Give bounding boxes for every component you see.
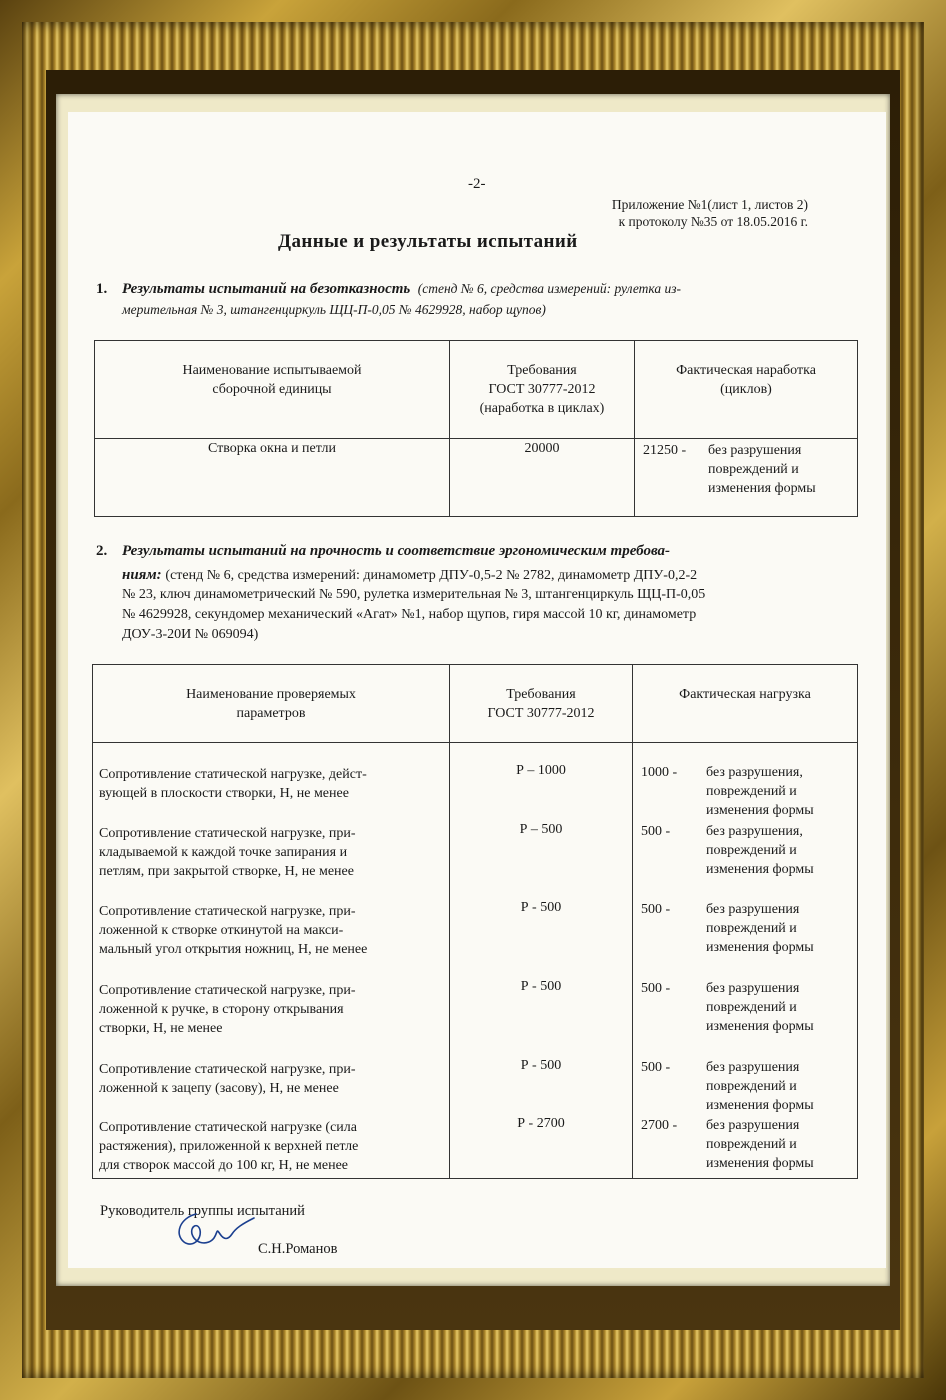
desc-line: без разрушения, [706, 765, 803, 780]
param-line: створки, Н, не менее [99, 1021, 223, 1036]
requirement-value: Р - 2700 [517, 1116, 565, 1131]
header-actual-load [633, 665, 858, 743]
actual-value: 21250 - [643, 443, 687, 458]
param-line: ложенной к ручке, в сторону открывания [99, 1002, 344, 1017]
desc-line: изменения формы [706, 1019, 814, 1034]
annex-line-1: Приложение №1(лист 1, листов 2) [611, 197, 808, 212]
param-line: Сопротивление статической нагрузке, при- [99, 983, 356, 998]
page-number: -2- [468, 176, 486, 192]
param-line: растяжения), приложенной к верхней петле [99, 1139, 359, 1154]
actual-value: 1000 - [641, 765, 678, 780]
actual-description [706, 979, 846, 1036]
desc-line: повреждений и [706, 1000, 797, 1015]
header-line: Требования [507, 363, 577, 378]
section-2-title-line2: ниям: [122, 567, 162, 583]
desc-line: повреждений и [706, 784, 797, 799]
table-row-6-param [93, 1116, 449, 1175]
table-header-row [93, 665, 858, 743]
strength-table [92, 664, 858, 1179]
requirement-value: Р - 500 [520, 979, 562, 994]
section-1-line2: мерительная № 3, штангенциркуль ЩЦ-П-0,05 № 4629928, набор щупов) [122, 302, 546, 317]
desc-line: повреждений и [708, 462, 799, 477]
desc-line: изменения формы [706, 1098, 814, 1113]
header-line: Наименование испытываемой [182, 363, 362, 378]
header-line: Требования [506, 687, 576, 702]
table-row-3-param [93, 900, 449, 959]
actual-description [708, 441, 848, 498]
param-line: Сопротивление статической нагрузке, при- [99, 826, 356, 841]
requirement-text: 20000 [524, 441, 560, 456]
header-line: сборочной единицы [212, 382, 332, 397]
desc-line: изменения формы [706, 1156, 814, 1171]
desc-line: без разрушения [706, 1060, 800, 1075]
actual-value: 500 - [641, 1060, 671, 1075]
desc-line: без разрушения [706, 1118, 800, 1133]
header-unit-name [95, 341, 450, 439]
signatory-role: Руководитель группы испытаний [100, 1203, 305, 1219]
document-page [68, 112, 886, 1268]
desc-line: повреждений и [706, 843, 797, 858]
actual-description [706, 900, 846, 957]
table-row-6-actual [633, 1116, 853, 1176]
document-title: Данные и результаты испытаний [278, 231, 578, 252]
desc-line: без разрушения [706, 902, 800, 917]
desc-line: без разрушения, [706, 824, 803, 839]
desc-line: повреждений и [706, 1137, 797, 1152]
table-row-2-param [93, 822, 449, 881]
section-1-line1: (стенд № 6, средства измерений: рулетка из- [417, 281, 682, 296]
section-1-title: Результаты испытаний на безотказность [122, 281, 411, 297]
table-row-4-actual [633, 979, 853, 1039]
header-line: параметров [236, 706, 306, 721]
actual-value: 500 - [641, 824, 671, 839]
parameters-column [93, 743, 450, 1179]
table-row [95, 439, 858, 517]
param-line: ложенной к зацепу (засову), Н, не менее [99, 1081, 339, 1096]
param-line: для створок массой до 100 кг, Н, не менее [99, 1158, 348, 1173]
requirement-value: Р - 500 [520, 900, 562, 915]
section-1-heading [96, 280, 681, 299]
section-2-title-line1: Результаты испытаний на прочность и соответствие эргономическим требова- [122, 543, 671, 559]
section-2-line5: ДОУ-3-20И № 069094) [122, 627, 259, 642]
param-line: кладываемой к каждой точке запирания и [99, 845, 348, 860]
desc-line: изменения формы [708, 481, 816, 496]
actual-description [706, 1058, 846, 1115]
header-line: ГОСТ 30777-2012 [487, 706, 595, 721]
header-requirements [450, 665, 633, 743]
actual-value: 500 - [641, 981, 671, 996]
actual-value: 2700 - [641, 1118, 678, 1133]
section-2-line4: № 4629928, секундомер механический «Агат» №1, набор щупов, гиря массой 10 кг, динамометр [122, 607, 697, 622]
table-body [93, 743, 858, 1179]
desc-line: изменения формы [706, 862, 814, 877]
header-line: Фактическая наработка [676, 363, 816, 378]
param-line: петлям, при закрытой створке, Н, не менее [99, 864, 354, 879]
requirement-value: Р - 500 [520, 1058, 562, 1073]
table-header-row [95, 341, 858, 439]
header-line: ГОСТ 30777-2012 [488, 382, 596, 397]
table-row-1-actual [633, 763, 853, 823]
param-line: ложенной к створке откинутой на макси- [99, 923, 344, 938]
desc-line: изменения формы [706, 803, 814, 818]
section-1-number: 1. [96, 281, 108, 297]
header-parameters [93, 665, 450, 743]
annex-reference [612, 196, 808, 230]
requirement-value: Р – 500 [519, 822, 563, 837]
section-2-line2 [122, 566, 697, 585]
desc-line: без разрушения [708, 443, 802, 458]
actual-description [706, 763, 846, 820]
annex-line-2: к протоколу №35 от 18.05.2016 г. [618, 214, 808, 229]
param-line: Сопротивление статической нагрузке, при- [99, 904, 356, 919]
requirements-column [450, 743, 633, 1179]
param-line: мальный угол открытия ножниц, Н, не менее [99, 942, 368, 957]
param-line: Сопротивление статической нагрузке, дейст- [99, 767, 367, 782]
section-2-line2-rest: (стенд № 6, средства измерений: динамометр ДПУ-0,5-2 № 2782, динамометр ДПУ-0,2-2 [165, 568, 698, 583]
table-row-4-param [93, 979, 449, 1038]
durability-table [94, 340, 858, 517]
desc-line: без разрушения [706, 981, 800, 996]
desc-line: изменения формы [706, 940, 814, 955]
table-row-2-actual [633, 822, 853, 882]
header-line: (наработка в циклах) [479, 401, 605, 416]
table-row-1-param [93, 763, 449, 803]
actual-load-column [633, 743, 858, 1179]
table-row-5-param [93, 1058, 449, 1098]
signatory-name: С.Н.Романов [258, 1241, 338, 1257]
table-row-3-actual [633, 900, 853, 960]
desc-line: повреждений и [706, 1079, 797, 1094]
param-line: Сопротивление статической нагрузке (сила [99, 1120, 357, 1135]
unit-name-text: Створка окна и петли [207, 441, 337, 456]
section-2-heading [96, 542, 670, 561]
header-actual-cycles [635, 341, 858, 439]
header-line: (циклов) [720, 382, 772, 397]
desc-line: повреждений и [706, 921, 797, 936]
header-line: Наименование проверяемых [186, 687, 356, 702]
actual-description [706, 822, 846, 879]
table-row-5-actual [633, 1058, 853, 1118]
actual-value: 500 - [641, 902, 671, 917]
header-line: Фактическая нагрузка [679, 687, 811, 702]
section-2-line3: № 23, ключ динамометрический № 590, рулетка измерительная № 3, штангенциркуль ЩЦ-П-0,05 [122, 587, 706, 602]
cell-unit-name [95, 439, 450, 517]
header-requirements [450, 341, 635, 439]
param-line: вующей в плоскости створки, Н, не менее [99, 786, 349, 801]
section-2-number: 2. [96, 543, 108, 559]
actual-description [706, 1116, 846, 1173]
param-line: Сопротивление статической нагрузке, при- [99, 1062, 356, 1077]
requirement-value: Р – 1000 [516, 763, 566, 778]
cell-requirement [450, 439, 635, 517]
handwritten-signature-icon [168, 1204, 258, 1254]
cell-actual [635, 439, 858, 517]
